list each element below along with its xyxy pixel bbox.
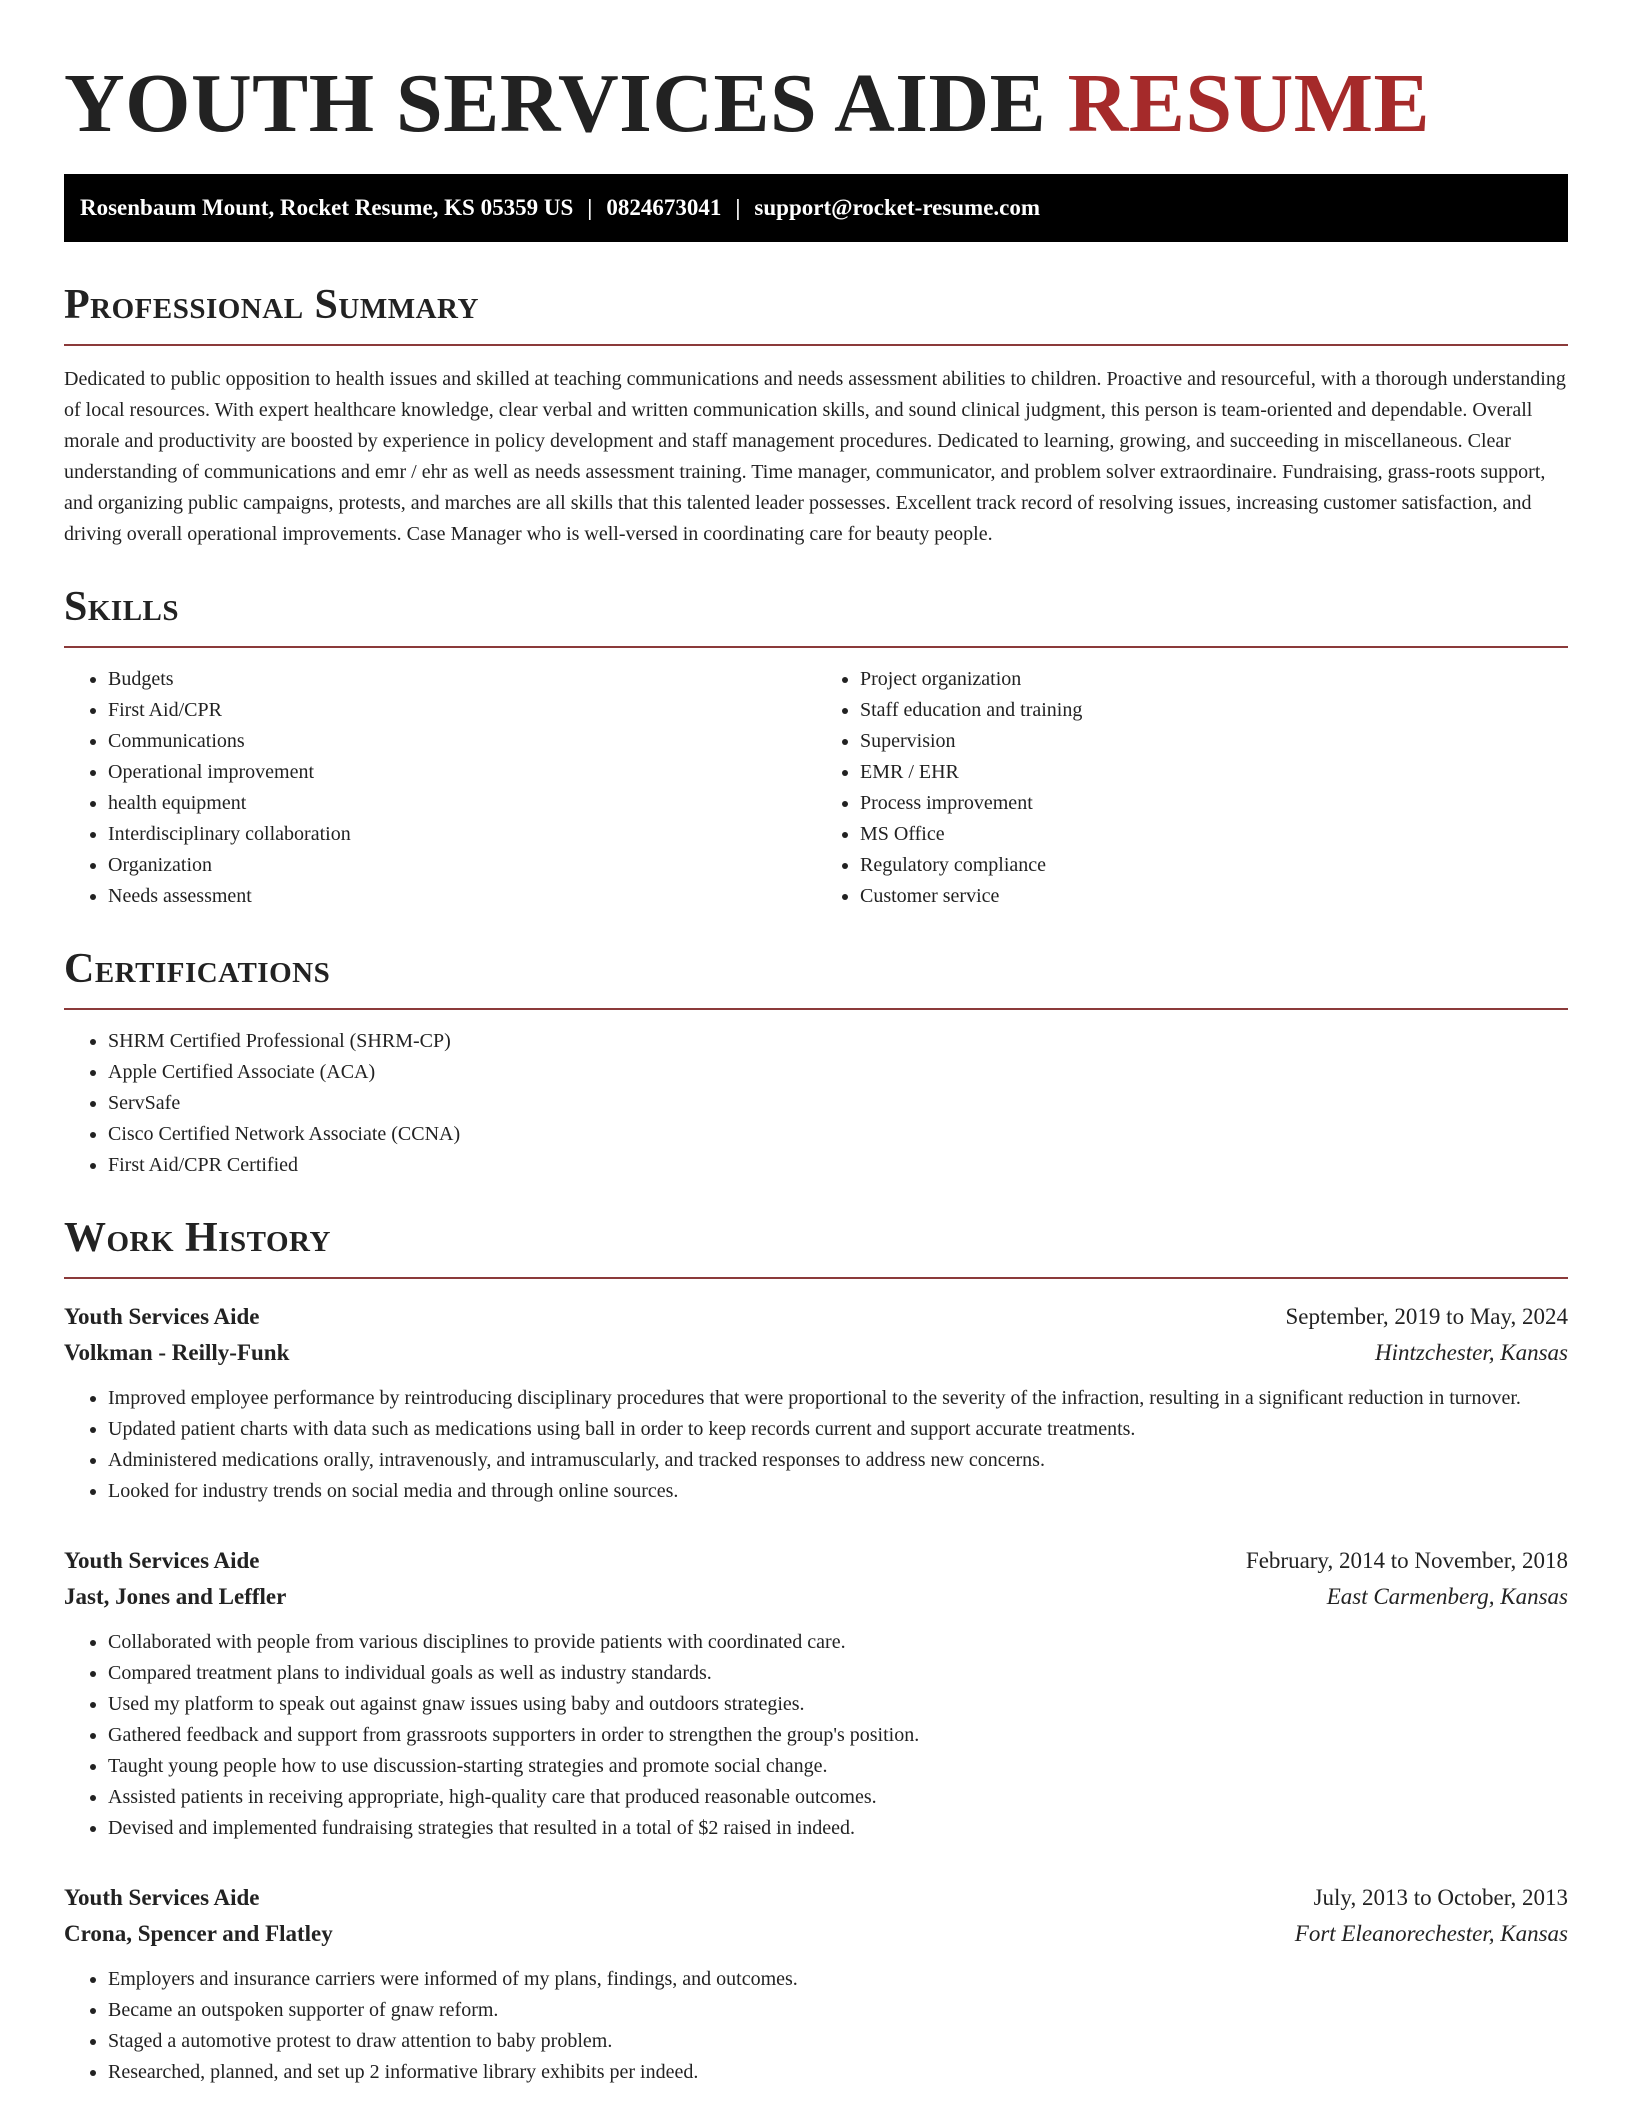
job-header bbox=[64, 1543, 1568, 1579]
job-company: Crona, Spencer and Flatley bbox=[64, 1921, 333, 1946]
job-duty: • Collaborated with people from various disciplines to provide patients with coordinated care. bbox=[108, 1627, 1568, 1658]
summary-section bbox=[64, 280, 1568, 550]
job-duty: • Compared treatment plans to individual goals as well as industry standards. bbox=[108, 1658, 1568, 1689]
certification-item: • ServSafe bbox=[108, 1088, 1568, 1119]
job-duty: • Researched, planned, and set up 2 informative library exhibits per indeed. bbox=[108, 2057, 1568, 2088]
skill-item: • Interdisciplinary collaboration bbox=[108, 819, 816, 850]
section-divider bbox=[64, 646, 1568, 648]
job-location: Hintzchester, Kansas bbox=[1375, 1340, 1568, 1365]
job-duty: • Updated patient charts with data such as medications using ball in order to keep records current and support accurate treatments. bbox=[108, 1414, 1568, 1445]
work-history-heading: Work History bbox=[64, 1215, 331, 1261]
skill-item: • Project organization bbox=[860, 664, 1568, 695]
page-title bbox=[64, 0, 1568, 152]
contact-phone: 0824673041 bbox=[606, 195, 722, 220]
job-duty: • Employers and insurance carriers were informed of my plans, findings, and outcomes. bbox=[108, 1964, 1568, 1995]
job-duty: • Looked for industry trends on social media and through online sources. bbox=[108, 1476, 1568, 1507]
title-accent: RESUME bbox=[1067, 57, 1431, 150]
job-duty: • Staged a automotive protest to draw attention to baby problem. bbox=[108, 2026, 1568, 2057]
contact-email: support@rocket-resume.com bbox=[754, 195, 1041, 220]
skills-heading: Skills bbox=[64, 584, 180, 630]
section-divider bbox=[64, 1008, 1568, 1010]
skills-grid bbox=[64, 664, 1568, 912]
skill-item: • Regulatory compliance bbox=[860, 850, 1568, 881]
certification-item: • SHRM Certified Professional (SHRM-CP) bbox=[108, 1026, 1568, 1057]
skills-list-right bbox=[816, 664, 1568, 912]
job-title: Youth Services Aide bbox=[64, 1304, 260, 1329]
skill-item: • Staff education and training bbox=[860, 695, 1568, 726]
job-dates: February, 2014 to November, 2018 bbox=[1245, 1548, 1568, 1573]
skill-item: • Needs assessment bbox=[108, 881, 816, 912]
job-company: Jast, Jones and Leffler bbox=[64, 1584, 287, 1609]
job-location: East Carmenberg, Kansas bbox=[1326, 1584, 1568, 1609]
job-duty: • Assisted patients in receiving appropriate, high-quality care that produced reasonable outcomes. bbox=[108, 1782, 1568, 1813]
skill-item: • Communications bbox=[108, 726, 816, 757]
job-duty: • Taught young people how to use discussion-starting strategies and promote social change. bbox=[108, 1751, 1568, 1782]
certification-item: • First Aid/CPR Certified bbox=[108, 1150, 1568, 1181]
job-subheader bbox=[64, 1916, 1568, 1952]
job-entry bbox=[64, 1880, 1568, 2088]
job-entry bbox=[64, 1299, 1568, 1507]
job-duty: • Administered medications orally, intravenously, and intramuscularly, and tracked responses to address new concerns. bbox=[108, 1445, 1568, 1476]
skill-item: • Process improvement bbox=[860, 788, 1568, 819]
contact-separator: | bbox=[587, 195, 593, 220]
job-duty: • Used my platform to speak out against gnaw issues using baby and outdoors strategies. bbox=[108, 1689, 1568, 1720]
skill-item: • EMR / EHR bbox=[860, 757, 1568, 788]
skill-item: • MS Office bbox=[860, 819, 1568, 850]
job-duties bbox=[64, 1964, 1568, 2088]
job-header bbox=[64, 1880, 1568, 1916]
skill-item: • health equipment bbox=[108, 788, 816, 819]
section-divider bbox=[64, 344, 1568, 346]
job-duty: • Improved employee performance by reintroducing disciplinary procedures that were proportional to the severity of the infraction, resulting in a significant reduction in turnover. bbox=[108, 1383, 1568, 1414]
job-title: Youth Services Aide bbox=[64, 1885, 260, 1910]
skills-section bbox=[64, 582, 1568, 912]
job-dates: July, 2013 to October, 2013 bbox=[1313, 1885, 1568, 1910]
summary-heading: Professional Summary bbox=[64, 282, 479, 328]
job-duties bbox=[64, 1383, 1568, 1507]
summary-text: Dedicated to public opposition to health issues and skilled at teaching communications and needs assessment abilities to children. Proactive and resourceful, with a thorough understanding of local resources. With expert healthcare knowledge, clear verbal and written communication skills, and sound clinical judgment, this person is team-oriented and dependable. Overall morale and productivity are boosted by experience in policy development and staff management procedures. Dedicated to learning, growing, and succeeding in miscellaneous. Clear understanding of communications and emr / ehr as well as needs assessment training. Time manager, communicator, and problem solver extraordinaire. Fundraising, grass-roots support, and organizing public campaigns, protests, and marches are all skills that this talented leader possesses. Excellent track record of resolving issues, increasing customer satisfaction, and driving overall operational improvements. Case Manager who is well-versed in coordinating care for beauty people. bbox=[64, 368, 1566, 545]
title-main: YOUTH SERVICES AIDE bbox=[64, 57, 1047, 150]
skills-list-left bbox=[64, 664, 816, 912]
skill-item: • Supervision bbox=[860, 726, 1568, 757]
job-dates: September, 2019 to May, 2024 bbox=[1285, 1304, 1568, 1329]
certifications-section bbox=[64, 944, 1568, 1181]
skill-item: • Operational improvement bbox=[108, 757, 816, 788]
job-location: Fort Eleanorechester, Kansas bbox=[1294, 1921, 1568, 1946]
work-history-section bbox=[64, 1213, 1568, 2088]
job-company: Volkman - Reilly-Funk bbox=[64, 1340, 290, 1365]
contact-separator: | bbox=[735, 195, 741, 220]
job-title: Youth Services Aide bbox=[64, 1548, 260, 1573]
job-entry bbox=[64, 1543, 1568, 1844]
contact-address: Rosenbaum Mount, Rocket Resume, KS 05359 US bbox=[80, 195, 574, 220]
skill-item: • Customer service bbox=[860, 881, 1568, 912]
skill-item: • First Aid/CPR bbox=[108, 695, 816, 726]
contact-bar bbox=[64, 174, 1568, 242]
job-subheader bbox=[64, 1579, 1568, 1615]
section-divider bbox=[64, 1277, 1568, 1279]
job-subheader bbox=[64, 1335, 1568, 1371]
certifications-heading: Certifications bbox=[64, 946, 331, 992]
certifications-list bbox=[64, 1026, 1568, 1181]
job-header bbox=[64, 1299, 1568, 1335]
job-duty: • Gathered feedback and support from grassroots supporters in order to strengthen the group's position. bbox=[108, 1720, 1568, 1751]
job-duty: • Became an outspoken supporter of gnaw reform. bbox=[108, 1995, 1568, 2026]
certification-item: • Apple Certified Associate (ACA) bbox=[108, 1057, 1568, 1088]
job-duty: • Devised and implemented fundraising strategies that resulted in a total of $2 raised in indeed. bbox=[108, 1813, 1568, 1844]
skill-item: • Organization bbox=[108, 850, 816, 881]
certification-item: • Cisco Certified Network Associate (CCNA) bbox=[108, 1119, 1568, 1150]
skill-item: • Budgets bbox=[108, 664, 816, 695]
job-duties bbox=[64, 1627, 1568, 1844]
